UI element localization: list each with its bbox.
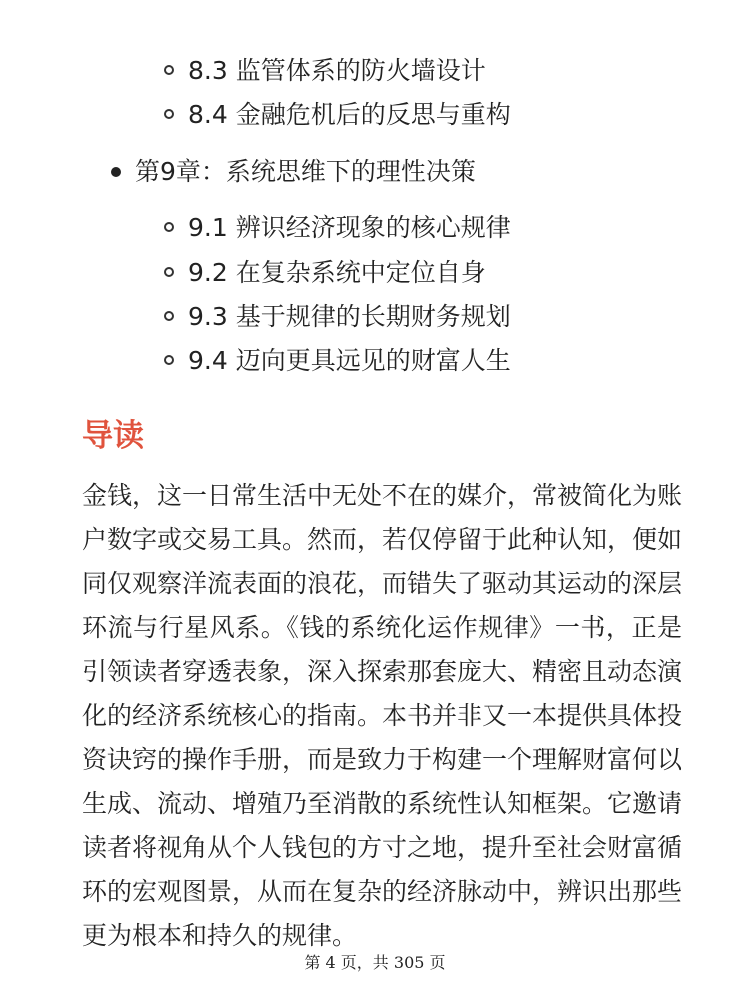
circle-bullet-icon — [164, 109, 174, 119]
circle-bullet-icon — [164, 222, 174, 232]
toc-item-label: 8.3 监管体系的防火墙设计 — [188, 56, 486, 85]
circle-bullet-icon — [164, 267, 174, 277]
toc-item-label: 9.2 在复杂系统中定位自身 — [188, 258, 486, 287]
page-number-footer: 第 4 页，共 305 页 — [304, 953, 446, 972]
toc-item-label: 9.3 基于规律的长期财务规划 — [188, 302, 511, 331]
disc-bullet-icon — [111, 167, 121, 177]
toc-item-label: 9.1 辨识经济现象的核心规律 — [188, 213, 511, 242]
toc-item-8-4 — [188, 93, 511, 137]
intro-heading: 导读 — [82, 418, 144, 454]
intro-paragraph: 金钱，这一日常生活中无处不在的媒介，常被简化为账户数字或交易工具。然而，若仅停留于此种认知，便如同仅观察洋流表面的浪花，而错失了驱动其运动的深层环流与行星风系。《钱的系统化运作规律》一书，正是引领读者穿透表象，深入探索那套庞大、精密且动态演化的经济系统核心的指南。本书并非又一本提供具体投资诀窍的操作手册，而是致力于构建一个理解财富何以生成、流动、增殖乃至消散的系统性认知框架。它邀请读者将视角从个人钱包的方寸之地，提升至社会财富循环的宏观图景，从而在复杂的经济脉动中，辨识出那些更为根本和持久的规律。 — [82, 481, 683, 950]
circle-bullet-icon — [164, 65, 174, 75]
toc-item-9-1 — [188, 206, 511, 250]
circle-bullet-icon — [164, 311, 174, 321]
toc-item-9-3 — [188, 295, 511, 339]
toc-item-9-2 — [188, 251, 486, 295]
toc-item-label: 8.4 金融危机后的反思与重构 — [188, 100, 511, 129]
toc-item-8-3 — [188, 49, 486, 93]
circle-bullet-icon — [164, 355, 174, 365]
toc-chapter-label: 第9章：系统思维下的理性决策 — [135, 157, 476, 186]
toc-item-9-4 — [188, 339, 511, 383]
toc-item-label: 9.4 迈向更具远见的财富人生 — [188, 346, 511, 375]
toc-chapter-9 — [135, 150, 476, 194]
